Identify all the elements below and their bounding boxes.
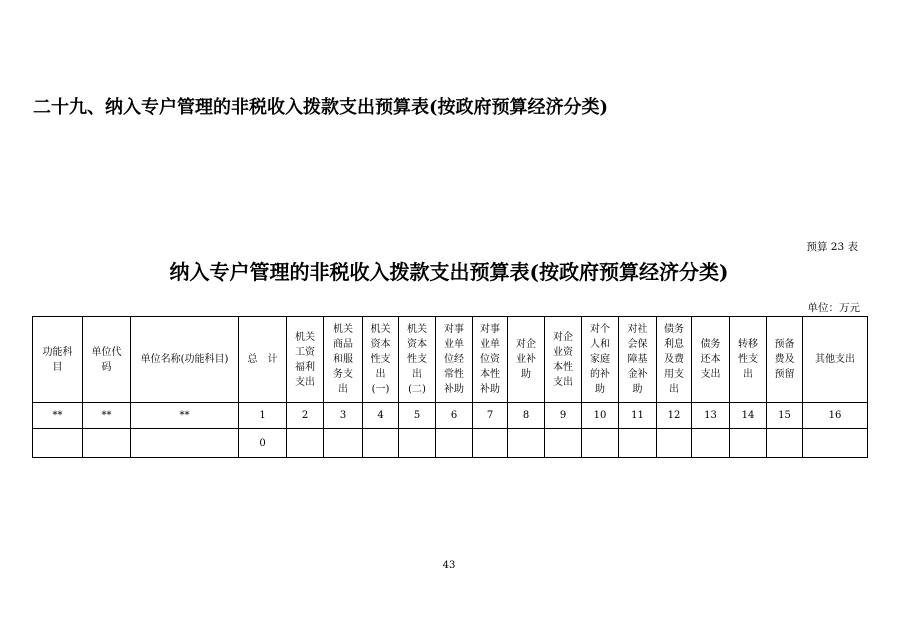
column-header: 机关 资本 性支 出 (二) [399, 317, 436, 403]
column-header: 对个 人和 家庭 的补 助 [582, 317, 619, 403]
table-row [33, 429, 868, 458]
column-header: 单位名称(功能科目) [131, 317, 239, 403]
page-number: 43 [442, 560, 456, 571]
budget-table [32, 316, 868, 458]
table-cell [473, 429, 508, 458]
column-header: 总 计 [239, 317, 287, 403]
table-cell [545, 429, 582, 458]
column-index-cell: 11 [619, 403, 657, 429]
column-index-cell: 13 [692, 403, 730, 429]
table-cell [287, 429, 324, 458]
column-index-cell: 10 [582, 403, 619, 429]
table-cell [692, 429, 730, 458]
column-index-cell: 2 [287, 403, 324, 429]
column-header: 预备 费及 预留 [767, 317, 803, 403]
table-cell [508, 429, 545, 458]
column-index-cell: 15 [767, 403, 803, 429]
column-header: 对企 业资 本性 支出 [545, 317, 582, 403]
header-row [33, 317, 868, 403]
table-cell [803, 429, 868, 458]
column-index-cell: 14 [730, 403, 767, 429]
column-index-cell: 8 [508, 403, 545, 429]
table-cell [582, 429, 619, 458]
column-header: 转移 性支 出 [730, 317, 767, 403]
table-id-label: 预算 23 表 [806, 241, 858, 253]
table-title: 纳入专户管理的非税收入拨款支出预算表(按政府预算经济分类) [169, 260, 729, 284]
table-cell [399, 429, 436, 458]
column-header: 机关 资本 性支 出 (一) [363, 317, 399, 403]
table-cell [324, 429, 363, 458]
column-index-cell: 5 [399, 403, 436, 429]
column-header: 机关 商品 和服 务支 出 [324, 317, 363, 403]
column-index-cell: ** [131, 403, 239, 429]
column-index-cell: 7 [473, 403, 508, 429]
table-cell [131, 429, 239, 458]
column-index-cell: 16 [803, 403, 868, 429]
column-index-cell: 6 [436, 403, 473, 429]
column-header: 功能科 目 [33, 317, 83, 403]
column-index-cell: 3 [324, 403, 363, 429]
table-cell [767, 429, 803, 458]
section-heading: 二十九、纳入专户管理的非税收入拨款支出预算表(按政府预算经济分类) [33, 97, 609, 118]
column-index-cell: 12 [657, 403, 692, 429]
table-cell [657, 429, 692, 458]
table-cell [363, 429, 399, 458]
column-header: 债务 还本 支出 [692, 317, 730, 403]
column-index-cell: 9 [545, 403, 582, 429]
table-cell: 0 [239, 429, 287, 458]
column-header: 对事 业单 位资 本性 补助 [473, 317, 508, 403]
column-header: 单位代 码 [83, 317, 131, 403]
column-header: 对企 业补 助 [508, 317, 545, 403]
table-cell [730, 429, 767, 458]
column-header: 对事 业单 位经 常性 补助 [436, 317, 473, 403]
column-index-cell: 1 [239, 403, 287, 429]
column-index-cell: ** [33, 403, 83, 429]
table-cell [619, 429, 657, 458]
column-header: 债务 利息 及费 用支 出 [657, 317, 692, 403]
table-cell [33, 429, 83, 458]
table-cell [436, 429, 473, 458]
column-header: 对社 会保 障基 金补 助 [619, 317, 657, 403]
column-header: 其他支出 [803, 317, 868, 403]
column-index-cell: 4 [363, 403, 399, 429]
column-index-row [33, 403, 868, 429]
table-cell [83, 429, 131, 458]
column-header: 机关 工资 福利 支出 [287, 317, 324, 403]
column-index-cell: ** [83, 403, 131, 429]
unit-label: 单位：万元 [807, 302, 860, 314]
